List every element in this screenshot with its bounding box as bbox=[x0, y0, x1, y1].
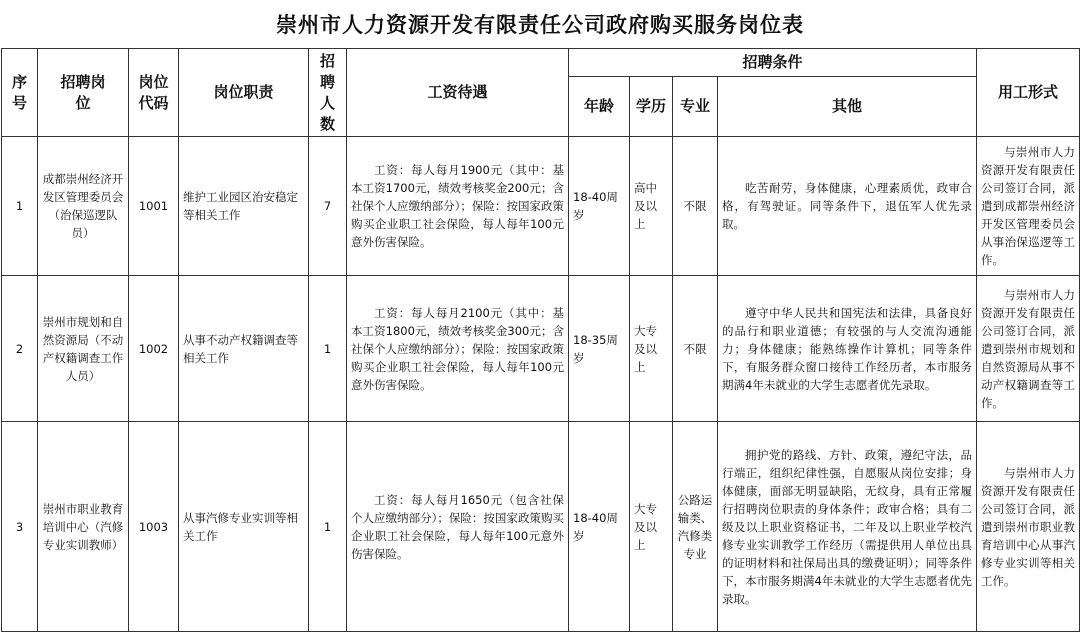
cell-major: 公路运输类、汽修类专业 bbox=[673, 422, 718, 632]
cell-seq: 3 bbox=[2, 422, 38, 632]
cell-code: 1002 bbox=[129, 276, 179, 422]
cell-code: 1001 bbox=[129, 137, 179, 276]
cell-seq: 1 bbox=[2, 137, 38, 276]
table-row bbox=[2, 422, 1080, 632]
cell-edu: 高中及以上 bbox=[630, 137, 673, 276]
header-employment: 用工形式 bbox=[977, 49, 1080, 137]
cell-age: 18-40周岁 bbox=[569, 422, 630, 632]
cell-salary: 工资：每人每月1900元（其中：基本工资1700元，绩效考核奖金200元；含社保个人应缴纳部分）；保险：按国家政策购买企业职工社会保险，每人每年100元意外伤害保险。 bbox=[347, 137, 569, 276]
cell-age: 18-35周岁 bbox=[569, 276, 630, 422]
cell-position: 成都崇州经济开发区管理委员会（治保巡逻队员） bbox=[38, 137, 129, 276]
table-row bbox=[2, 276, 1080, 422]
cell-age: 18-40周岁 bbox=[569, 137, 630, 276]
cell-position: 崇州市规划和自然资源局（不动产权籍调查工作人员） bbox=[38, 276, 129, 422]
cell-duty: 从事汽修专业实训等相关工作 bbox=[179, 422, 309, 632]
header-count: 招聘人数 bbox=[309, 49, 347, 137]
table-row bbox=[2, 137, 1080, 276]
cell-count: 1 bbox=[309, 422, 347, 632]
cell-code: 1003 bbox=[129, 422, 179, 632]
header-position: 招聘岗位 bbox=[38, 49, 129, 137]
cell-employment: 与崇州市人力资源开发有限责任公司签订合同，派遣到崇州市规划和自然资源局从事不动产权籍调查等工作。 bbox=[977, 276, 1080, 422]
header-duty: 岗位职责 bbox=[179, 49, 309, 137]
header-edu: 学历 bbox=[630, 77, 673, 137]
cell-edu: 大专及以上 bbox=[630, 276, 673, 422]
cell-position: 崇州市职业教育培训中心（汽修专业实训教师） bbox=[38, 422, 129, 632]
cell-major: 不限 bbox=[673, 276, 718, 422]
page-title: 崇州市人力资源开发有限责任公司政府购买服务岗位表 bbox=[276, 12, 804, 37]
cell-employment: 与崇州市人力资源开发有限责任公司签订合同，派遣到成都崇州经济开发区管理委员会从事治保巡逻等工作。 bbox=[977, 137, 1080, 276]
positions-table bbox=[1, 48, 1080, 632]
cell-employment: 与崇州市人力资源开发有限责任公司签订合同，派遣到崇州市职业教育培训中心从事汽修专业实训等相关工作。 bbox=[977, 422, 1080, 632]
header-row-1 bbox=[2, 49, 1080, 77]
header-salary: 工资待遇 bbox=[347, 49, 569, 137]
header-major: 专业 bbox=[673, 77, 718, 137]
cell-seq: 2 bbox=[2, 276, 38, 422]
cell-major: 不限 bbox=[673, 137, 718, 276]
cell-count: 7 bbox=[309, 137, 347, 276]
cell-count: 1 bbox=[309, 276, 347, 422]
cell-other: 遵守中华人民共和国宪法和法律，具备良好的品行和职业道德；有较强的与人交流沟通能力；身体健康；能熟练操作计算机；同等条件下，有服务群众窗口接待工作经历者，本市服务期满4年未就业的大学生志愿者优先录取。 bbox=[718, 276, 977, 422]
header-age: 年龄 bbox=[569, 77, 630, 137]
header-other: 其他 bbox=[718, 77, 977, 137]
cell-duty: 维护工业园区治安稳定等相关工作 bbox=[179, 137, 309, 276]
cell-duty: 从事不动产权籍调查等相关工作 bbox=[179, 276, 309, 422]
cell-edu: 大专及以上 bbox=[630, 422, 673, 632]
cell-salary: 工资：每人每月2100元（其中：基本工资1800元，绩效考核奖金300元；含社保个人应缴纳部分）；保险：按国家政策购买企业职工社会保险，每人每年100元意外伤害保险。 bbox=[347, 276, 569, 422]
cell-other: 吃苦耐劳，身体健康，心理素质优，政审合格，有驾驶证。同等条件下，退伍军人优先录取。 bbox=[718, 137, 977, 276]
cell-other: 拥护党的路线、方针、政策，遵纪守法，品行端正，组织纪律性强，自愿服从岗位安排；身体健康，面部无明显缺陷，无纹身，具有正常履行招聘岗位职责的身体条件；政审合格；具有二级及以上职业资格证书，二年及以上职业学校汽修专业实训教学工作经历（需提供用人单位出具的证明材料和社保局出具的缴费证明）；同等条件下，本市服务期满4年未就业的大学生志愿者优先录取。 bbox=[718, 422, 977, 632]
header-seq: 序号 bbox=[2, 49, 38, 137]
header-conditions: 招聘条件 bbox=[569, 49, 977, 77]
header-code: 岗位代码 bbox=[129, 49, 179, 137]
cell-salary: 工资：每人每月1650元（包含社保个人应缴纳部分）；保险：按国家政策购买企业职工社会保险，每人每年100元意外伤害保险。 bbox=[347, 422, 569, 632]
